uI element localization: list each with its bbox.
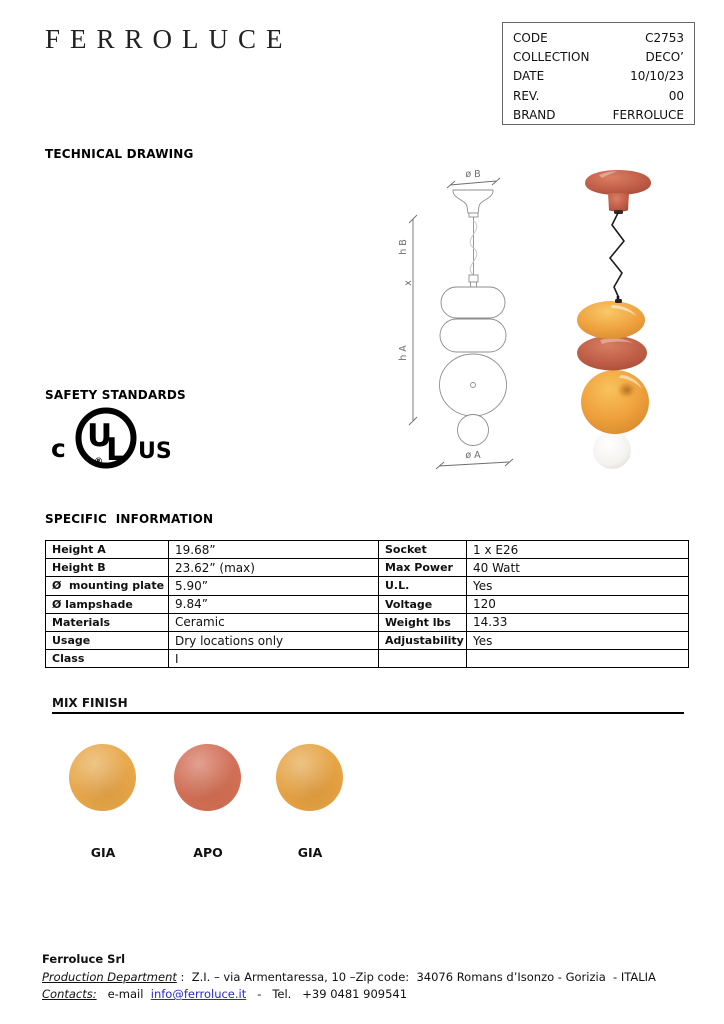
footer-contacts-line [42, 986, 656, 1004]
ul-letter-u: U [87, 418, 113, 454]
document-info-box [502, 22, 695, 125]
table-row [46, 577, 689, 595]
photo-wire [610, 213, 624, 296]
footer-production-line [42, 969, 656, 987]
dim-label-height-a: h A [398, 345, 409, 361]
production-address: : Z.I. – via Armentaressa, 10 –Zip code: 34076 Romans d’Isonzo - Gorizia - ITALIA [176, 969, 656, 984]
spec-label: Class [46, 650, 169, 668]
spec-label [379, 650, 467, 668]
photo-canopy [585, 170, 651, 214]
ul-certification-icon [40, 400, 175, 475]
drawing-shade-bottom [440, 354, 507, 416]
info-label: REV. [513, 88, 540, 103]
spec-label: Voltage [379, 595, 467, 613]
technical-drawing-heading: TECHNICAL DRAWING [45, 147, 194, 161]
dim-label-height-b: h B [398, 239, 409, 255]
info-value: C2753 [645, 31, 684, 45]
registered-symbol: ® [94, 457, 103, 467]
dim-label-diameter-b: ø B [465, 169, 481, 180]
spec-label: Height A [46, 541, 169, 559]
info-label: CODE [513, 31, 548, 45]
footer-company-name: Ferroluce Srl [42, 952, 126, 966]
contacts-phone: - Tel. +39 0481 909541 [246, 987, 408, 1001]
spec-label: Socket [379, 541, 467, 559]
photo-bulb [593, 431, 631, 469]
footer [42, 951, 656, 1004]
drawing-bulb [458, 415, 489, 446]
technical-drawing [395, 163, 560, 473]
info-row-code [513, 29, 684, 48]
spec-label: U.L. [379, 577, 467, 595]
spec-value: Dry locations only [169, 631, 379, 649]
dim-label-break: x [403, 280, 414, 286]
spec-value: 1 x E26 [467, 541, 689, 559]
spec-label: Ø mounting plate [46, 577, 169, 595]
spec-label: Max Power [379, 559, 467, 577]
spec-value: Ceramic [169, 613, 379, 631]
production-department-label: Production Department [42, 969, 177, 984]
finish-label: APO [193, 845, 223, 860]
photo-shade-top [577, 299, 645, 339]
spec-value: 14.33 [467, 613, 689, 631]
specification-table [45, 540, 689, 668]
info-value: FERROLUCE [612, 107, 684, 122]
finish-swatch-apo [174, 744, 241, 811]
info-row-brand [513, 106, 684, 125]
info-label: BRAND [513, 107, 556, 122]
info-row-date [513, 67, 684, 86]
spec-value: Yes [467, 577, 689, 595]
spec-value: 9.84” [169, 595, 379, 613]
photo-shade-bottom [581, 370, 649, 434]
spec-label: Height B [46, 559, 169, 577]
contacts-email-prefix: e-mail [96, 987, 151, 1001]
info-label: COLLECTION [513, 50, 590, 65]
spec-value: I [169, 650, 379, 668]
spec-value: 40 Watt [467, 559, 689, 577]
info-value: DECO’ [645, 50, 684, 65]
table-row [46, 613, 689, 631]
spec-label: Weight lbs [379, 613, 467, 631]
finish-label: GIA [297, 845, 323, 860]
spec-label: Ø lampshade [46, 595, 169, 613]
brand-logo: FERROLUCE [45, 24, 293, 54]
table-row [46, 559, 689, 577]
spec-value [467, 650, 689, 668]
mix-finish-heading: MIX FINISH [52, 696, 684, 714]
spec-value: Yes [467, 631, 689, 649]
info-value: 00 [668, 88, 684, 103]
finish-swatch-gia-2 [276, 744, 343, 811]
drawing-shade-middle [440, 319, 506, 352]
spec-value: 120 [467, 595, 689, 613]
photo-shade-middle [577, 336, 647, 371]
spec-label: Usage [46, 631, 169, 649]
drawing-shade-top [441, 287, 505, 318]
finish-swatch-gia-1 [69, 744, 136, 811]
product-photo [555, 163, 720, 483]
spec-value: 23.62” (max) [169, 559, 379, 577]
safety-standards-heading: SAFETY STANDARDS [45, 388, 186, 402]
ul-mark-us: US [138, 439, 172, 464]
spec-value: 5.90” [169, 577, 379, 595]
info-row-collection [513, 48, 684, 67]
drawing-canopy [453, 190, 493, 213]
table-row [46, 541, 689, 559]
info-label: DATE [513, 69, 545, 84]
specific-information-heading: SPECIFIC INFORMATION [45, 512, 214, 526]
email-link[interactable]: info@ferroluce.it [150, 987, 247, 1001]
dim-label-diameter-a: ø A [465, 450, 481, 461]
table-row [46, 595, 689, 613]
info-value: 10/10/23 [630, 69, 684, 84]
table-row [46, 631, 689, 649]
ul-letter-l: L [106, 432, 126, 468]
contacts-label: Contacts: [42, 987, 97, 1001]
info-row-rev [513, 87, 684, 106]
spec-label: Adjustability [379, 631, 467, 649]
finish-label: GIA [90, 845, 116, 860]
spec-value: 19.68” [169, 541, 379, 559]
table-row [46, 650, 689, 668]
spec-label: Materials [46, 613, 169, 631]
ul-mark-c: c [51, 434, 66, 463]
